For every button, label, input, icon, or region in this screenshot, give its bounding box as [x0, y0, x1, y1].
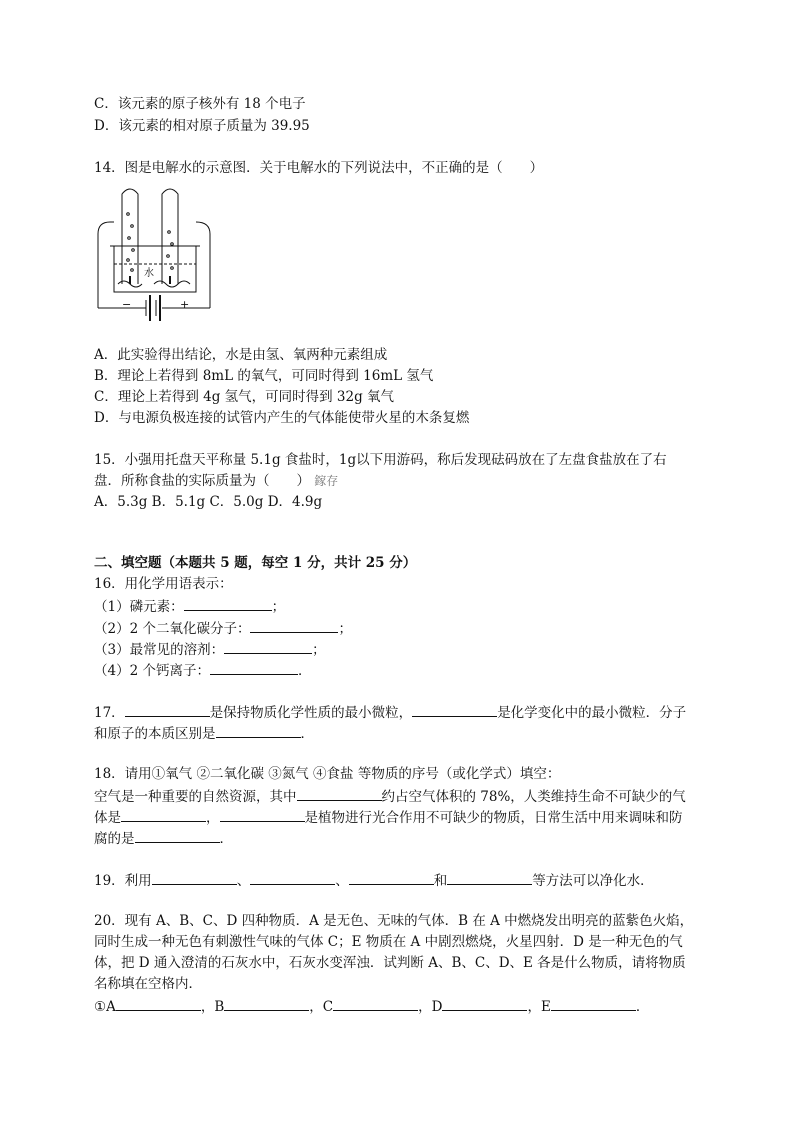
q15-line1: 15．小强用托盘天平称量 5.1g 食盐时，1g以下用游码，称后发现砝码放在了左盘食盐放在了右: [94, 452, 667, 468]
q17-end: ．: [300, 726, 314, 742]
q16-semi2: ；: [338, 621, 352, 637]
q18-l2a: 空气是一种重要的自然资源，其中: [94, 789, 297, 805]
q18-line3: [94, 806, 683, 829]
q17-blank2[interactable]: [412, 701, 497, 717]
q20-line1: 20．现有 A、B、C、D 四种物质．A 是无色、无味的气体．B 在 A 中燃烧发出明亮的蓝紫色火焰，: [94, 913, 694, 929]
q20-line4: 名称填在空格内．: [94, 976, 202, 992]
q17-blank1[interactable]: [125, 701, 210, 717]
q19-sep3: 和: [433, 873, 448, 889]
q19-end: 等方法可以净化水．: [532, 873, 654, 889]
q16-item2: [94, 617, 352, 640]
q17-mid1: 是保持物质化学性质的最小微粒，: [209, 705, 413, 721]
q17-prefix: 17．: [94, 705, 125, 721]
q20-end: ．: [635, 999, 650, 1015]
q19-prefix: 19．利用: [94, 873, 152, 889]
q19-blank1[interactable]: [152, 869, 237, 885]
q18-l4b: ．: [219, 831, 233, 847]
q19-line: [94, 869, 654, 892]
q19-sep2: 、: [335, 873, 349, 889]
q16-item1-label: （1）磷元素：: [94, 599, 184, 615]
q16-item1: [94, 595, 285, 618]
q18-l4a: 腐的是: [94, 831, 135, 847]
q17-blank3[interactable]: [216, 722, 301, 738]
q20-d-label: ，D: [418, 999, 443, 1015]
negative-terminal-label: −: [122, 298, 132, 311]
q17-mid2: 是化学变化中的最小微粒．分子: [497, 705, 687, 721]
q20-c-label: ，C: [309, 999, 334, 1015]
water-label: 水: [144, 268, 154, 279]
positive-terminal-label: +: [180, 298, 190, 311]
q18-line4: [94, 827, 233, 850]
q13-option-d: D．该元素的相对原子质量为 39.95: [94, 118, 310, 134]
q18-blank3[interactable]: [220, 806, 305, 822]
q13-option-c: C．该元素的原子核外有 18 个电子: [94, 96, 306, 112]
q18-l3b: ，: [206, 810, 220, 826]
q16-blank3[interactable]: [224, 638, 312, 654]
q16-item3: [94, 638, 326, 661]
q16-blank1[interactable]: [184, 595, 272, 611]
q16-blank4[interactable]: [210, 659, 298, 675]
q14-option-b: B．理论上若得到 8mL 的氧气，可同时得到 16mL 氢气: [94, 368, 434, 384]
electrolysis-diagram: [92, 184, 218, 336]
q16-stem: 16．用化学用语表示：: [94, 576, 233, 592]
q19-blank3[interactable]: [349, 869, 434, 885]
q16-item3-label: （3）最常见的溶剂：: [94, 642, 225, 658]
q18-l3c: 是植物进行光合作用不可缺少的物质，日常生活中用来调味和防: [304, 810, 683, 826]
q20-a-label: ①A: [94, 999, 116, 1015]
q14-option-d: D．与电源负极连接的试管内产生的气体能使带火星的木条复燃: [94, 410, 470, 426]
q15-line2-text: 盘．所称食盐的实际质量为（ ）: [94, 473, 310, 489]
q20-blank-b[interactable]: [224, 995, 309, 1011]
q18-l3a: 体是: [94, 810, 121, 826]
q15-line2: [94, 471, 338, 492]
q18-blank1[interactable]: [297, 785, 382, 801]
q16-item4: [94, 659, 311, 682]
q16-item4-label: （4）2 个钙离子：: [94, 663, 210, 679]
q20-line3: 体，把 D 通入澄清的石灰水中，石灰水变浑浊．试判断 A、B、C、D、E 各是什么物质，请将物质: [94, 955, 686, 971]
q18-stem: 18．请用①氧气 ②二氧化碳 ③氮气 ④食盐 等物质的序号（或化学式）填空：: [94, 766, 561, 782]
q15-watermark: 鎵存: [314, 474, 339, 488]
q19-blank2[interactable]: [250, 869, 335, 885]
q18-blank4[interactable]: [135, 827, 220, 843]
q20-blank-e[interactable]: [551, 995, 636, 1011]
q18-line2: [94, 785, 686, 808]
q17-line2: [94, 722, 314, 745]
q14-stem: 14．图是电解水的示意图．关于电解水的下列说法中，不正确的是（ ）: [94, 160, 544, 176]
q17-line2-prefix: 和原子的本质区别是: [94, 726, 216, 742]
q14-option-c: C．理论上若得到 4g 氢气，可同时得到 32g 氧气: [94, 389, 395, 405]
q16-semi3: ；: [312, 642, 326, 658]
q14-option-a: A．此实验得出结论，水是由氢、氧两种元素组成: [94, 347, 388, 363]
q20-e-label: ，E: [527, 999, 551, 1015]
q20-b-label: ，B: [200, 999, 225, 1015]
q20-blank-d[interactable]: [442, 995, 527, 1011]
q16-period: ．: [297, 663, 312, 679]
q15-options: A．5.3g B．5.1g C．5.0g D．4.9g: [94, 494, 323, 510]
section2-heading: 二、填空题（本题共 5 题，每空 1 分，共计 25 分）: [94, 555, 417, 571]
q17-line1: [94, 701, 686, 724]
q18-l2b: 约占空气体积的 78%，人类维持生命不可缺少的气: [381, 789, 686, 805]
q20-answers: [94, 995, 649, 1018]
q20-blank-a[interactable]: [116, 995, 201, 1011]
q16-blank2[interactable]: [250, 617, 338, 633]
q18-blank2[interactable]: [121, 806, 206, 822]
q16-semi1: ；: [271, 599, 286, 615]
q19-sep1: 、: [236, 873, 251, 889]
q20-blank-c[interactable]: [333, 995, 418, 1011]
q16-item2-label: （2）2 个二氧化碳分子：: [94, 621, 251, 637]
q19-blank4[interactable]: [447, 869, 532, 885]
q20-line2: 同时生成一种无色有刺激性气味的气体 C；E 物质在 A 中剧烈燃烧，火星四射．D 是一种无色的气: [94, 934, 683, 950]
